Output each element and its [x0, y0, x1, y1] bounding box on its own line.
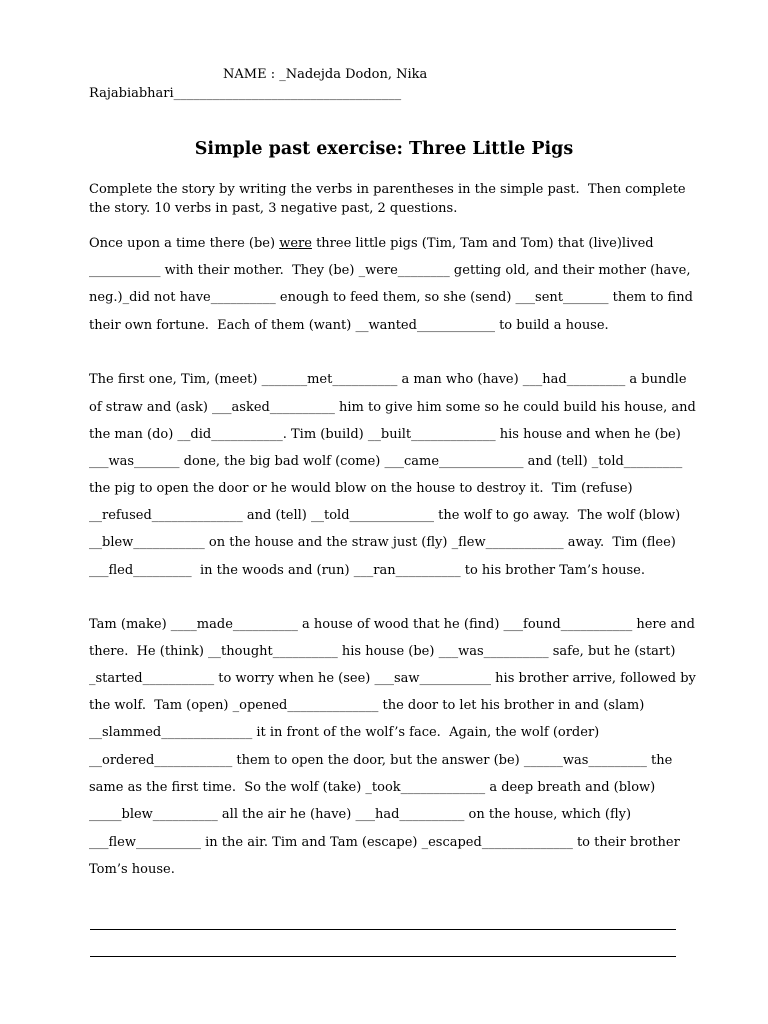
story-line: _____blew__________ all the air he (have) ___had__________ on the house, which (fly): [89, 807, 632, 822]
answer-rule: [90, 956, 676, 957]
story-line: The first one, Tim, (meet) _______met__________ a man who (have) ___had_________ a bundle: [89, 372, 687, 387]
story-line: Tom’s house.: [89, 862, 175, 877]
story-line: there. He (think) __thought__________ his house (be) ___was__________ safe, but he (start): [89, 644, 676, 659]
instructions-line: the story. 10 verbs in past, 3 negative past, 2 questions.: [89, 201, 458, 216]
instructions-line: Complete the story by writing the verbs in parentheses in the simple past. Then complete: [89, 182, 686, 197]
story-line: ___________ with their mother. They (be) _were________ getting old, and their mother (have,: [89, 263, 691, 278]
answer-rule: [90, 929, 676, 930]
story-line: ___flew__________ in the air. Tim and Tam (escape) _escaped______________ to their brother: [89, 835, 680, 850]
story-text: three little pigs (Tim, Tam and Tom) that (live)lived: [311, 236, 654, 251]
story-line: ___fled_________ in the woods and (run) ___ran__________ to his brother Tam’s house.: [89, 563, 645, 578]
story-line: ___was_______ done, the big bad wolf (come) ___came_____________ and (tell) _told_________: [89, 454, 683, 469]
story-line: [89, 235, 654, 252]
story-line: of straw and (ask) ___asked__________ him to give him some so he could build his house, and: [89, 400, 696, 415]
story-line: the man (do) __did___________. Tim (build) __built_____________ his house and when he (be): [89, 427, 681, 442]
story-line: their own fortune. Each of them (want) __wanted____________ to build a house.: [89, 318, 609, 333]
student-name-continuation: Rajabiabhari___________________________________: [89, 86, 402, 101]
story-line: __refused______________ and (tell) __told_____________ the wolf to go away. The wolf (blow): [89, 508, 681, 523]
story-line: _started___________ to worry when he (see) ___saw___________ his brother arrive, followed by: [89, 671, 696, 686]
story-line: same as the first time. So the wolf (take) _took_____________ a deep breath and (blow): [89, 780, 656, 795]
story-text: Once upon a time there (be): [89, 236, 280, 251]
story-line: __slammed______________ it in front of the wolf’s face. Again, the wolf (order): [89, 725, 600, 740]
story-line: __ordered____________ them to open the door, but the answer (be) ______was_________ the: [89, 753, 673, 768]
story-line: the pig to open the door or he would blow on the house to destroy it. Tim (refuse): [89, 481, 633, 496]
student-name-line: NAME : _Nadejda Dodon, Nika: [223, 67, 428, 82]
story-line: neg.)_did not have__________ enough to feed them, so she (send) ___sent_______ them to find: [89, 290, 693, 305]
worksheet-title: Simple past exercise: Three Little Pigs: [194, 139, 574, 159]
story-line: the wolf. Tam (open) _opened______________ the door to let his brother in and (slam): [89, 698, 645, 713]
story-line: Tam (make) ____made__________ a house of wood that he (find) ___found___________ here and: [89, 617, 695, 632]
example-answer: were: [279, 236, 312, 251]
story-line: __blew___________ on the house and the straw just (fly) _flew____________ away. Tim (flee): [89, 535, 676, 550]
